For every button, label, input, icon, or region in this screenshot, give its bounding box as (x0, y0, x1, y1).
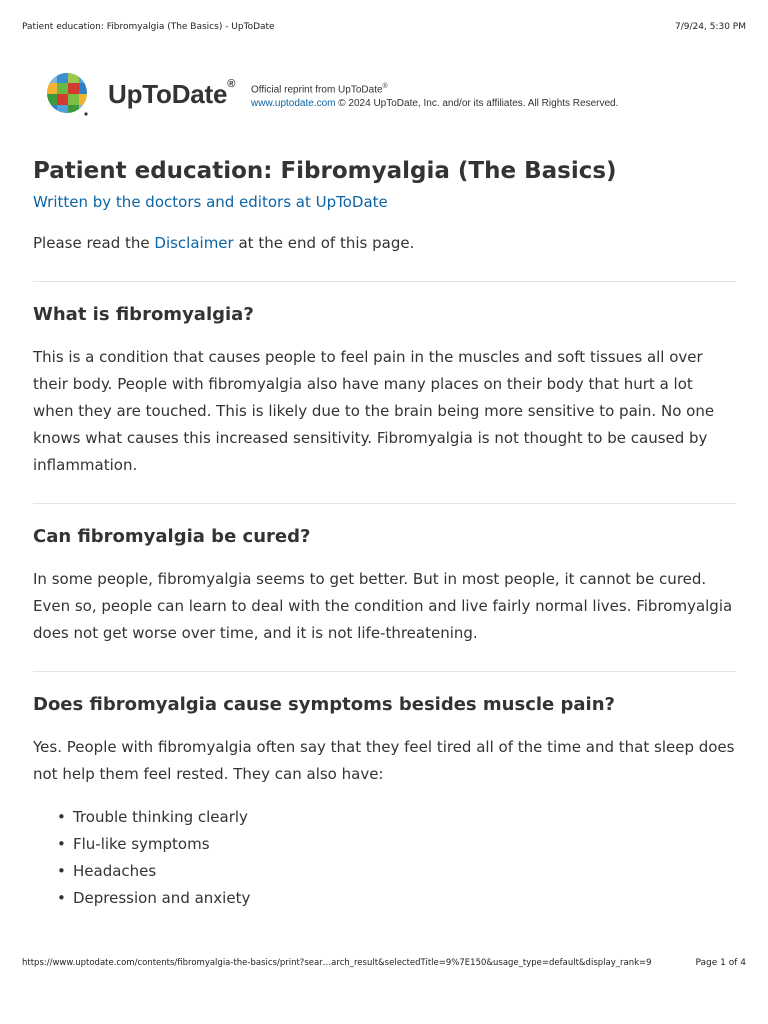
brand-text: UpToDate (108, 79, 228, 109)
disclaimer-link[interactable]: Disclaimer (154, 234, 234, 252)
reprint-notice (251, 80, 618, 111)
section-divider (33, 671, 736, 672)
section-divider (33, 503, 736, 504)
article-content (33, 155, 736, 912)
symptom-list (33, 804, 736, 912)
copyright-text: © 2024 UpToDate, Inc. and/or its affiliates. All Rights Reserved. (338, 98, 619, 110)
page-number: Page 1 of 4 (695, 958, 746, 968)
section-divider (33, 281, 736, 282)
list-item: • Headaches (33, 858, 736, 885)
uptodate-site-link[interactable]: www.uptodate.com (251, 98, 336, 110)
list-item: • Flu-like symptoms (33, 831, 736, 858)
page-title: Patient education: Fibromyalgia (The Basics) (33, 158, 617, 184)
print-footer-url: https://www.uptodate.com/contents/fibromyalgia-the-basics/print?sear…arch_result&selectedTitle=9%7E150&usage_type=default&display_rank=9 (22, 958, 652, 968)
registered-mark: ® (227, 78, 236, 91)
reprint-mark: ® (382, 83, 388, 90)
section-heading: Does fibromyalgia cause symptoms besides muscle pain? (33, 694, 615, 715)
print-header-title: Patient education: Fibromyalgia (The Basics) - UpToDate (22, 22, 275, 32)
list-item: • Depression and anxiety (33, 885, 736, 912)
section-heading: What is fibromyalgia? (33, 304, 254, 325)
print-header (22, 22, 746, 36)
section-body: Yes. People with fibromyalgia often say that they feel tired all of the time and that sleep does not help them feel rested. They can also have: (33, 738, 735, 783)
print-header-date: 7/9/24, 5:30 PM (675, 22, 746, 32)
disclaimer-notice (33, 230, 736, 257)
print-footer (22, 958, 746, 972)
reprint-text: Official reprint from UpToDate (251, 84, 383, 96)
logo-row (46, 72, 736, 120)
section-body: In some people, fibromyalgia seems to get better. But in most people, it cannot be cured. Even so, people can learn to deal with the condition and live fairly normal lives. Fibromyalgia does not get worse over time, and it is not life-threatening. (33, 570, 733, 642)
byline-link[interactable]: Written by the doctors and editors at UpToDate (33, 193, 388, 211)
section-heading: Can fibromyalgia be cured? (33, 526, 311, 547)
section-body: This is a condition that causes people to feel pain in the muscles and soft tissues all over their body. People with fibromyalgia also have many places on their body that hurt a lot when they are touched. This is likely due to the brain being more sensitive to pain. No one knows what causes this increased sensitivity. Fibromyalgia is not thought to be caused by inflammation. (33, 348, 715, 474)
list-item: • Trouble thinking clearly (33, 804, 736, 831)
disclaimer-suffix: at the end of this page. (233, 234, 415, 252)
brand-name (108, 79, 235, 110)
disclaimer-prefix: Please read the (33, 234, 155, 252)
uptodate-logo-icon (46, 72, 90, 118)
